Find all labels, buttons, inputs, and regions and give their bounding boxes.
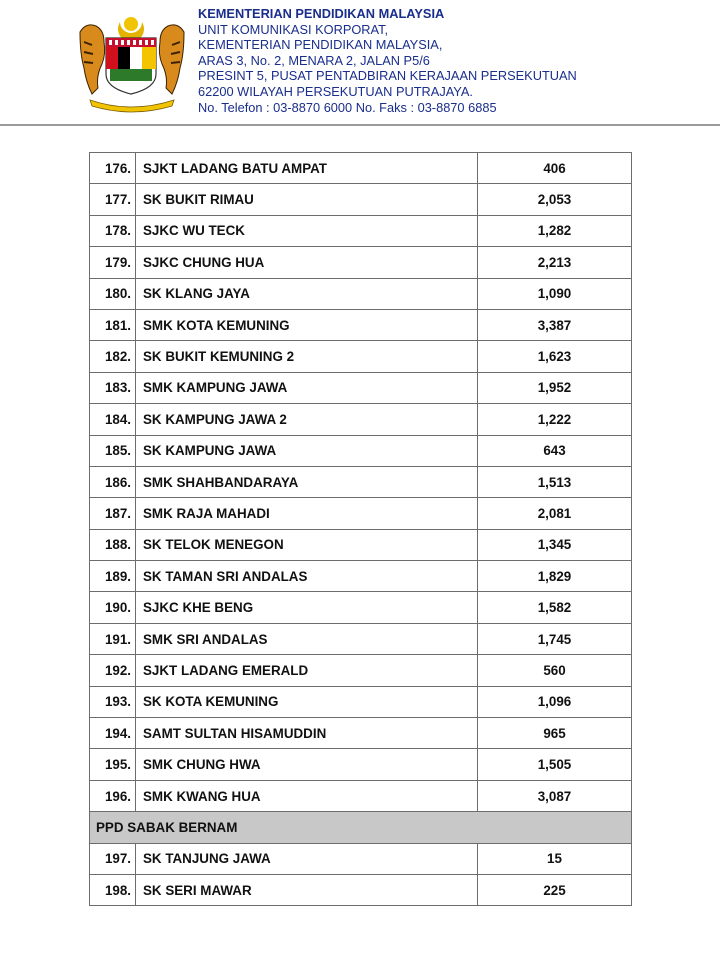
school-name: SK TANJUNG JAWA [136, 843, 478, 874]
row-number: 195. [90, 749, 136, 780]
district-group-row [90, 812, 632, 843]
row-number: 185. [90, 435, 136, 466]
header-divider [0, 124, 720, 126]
school-name: SK BUKIT KEMUNING 2 [136, 341, 478, 372]
school-name: SJKC KHE BENG [136, 592, 478, 623]
school-count: 225 [478, 874, 632, 905]
school-name: SMK RAJA MAHADI [136, 498, 478, 529]
table-row [90, 843, 632, 874]
table-row [90, 309, 632, 340]
table-row [90, 372, 632, 403]
address-line: 62200 WILAYAH PERSEKUTUAN PUTRAJAYA. [198, 83, 473, 99]
school-name: SK KAMPUNG JAWA [136, 435, 478, 466]
table-row [90, 435, 632, 466]
school-name: SJKT LADANG EMERALD [136, 655, 478, 686]
table-row [90, 278, 632, 309]
letterhead-address [198, 6, 577, 115]
row-number: 192. [90, 655, 136, 686]
school-name: SMK KWANG HUA [136, 780, 478, 811]
school-count: 1,829 [478, 561, 632, 592]
school-name: SAMT SULTAN HISAMUDDIN [136, 718, 478, 749]
row-number: 191. [90, 623, 136, 654]
school-count: 406 [478, 153, 632, 184]
address-line: PRESINT 5, PUSAT PENTADBIRAN KERAJAAN PERSEKUTUAN [198, 68, 577, 84]
school-table [89, 152, 632, 906]
school-name: SMK KAMPUNG JAWA [136, 372, 478, 403]
school-count: 1,345 [478, 529, 632, 560]
school-count: 1,623 [478, 341, 632, 372]
school-count: 1,952 [478, 372, 632, 403]
school-table-body [90, 153, 632, 906]
row-number: 176. [90, 153, 136, 184]
row-number: 178. [90, 215, 136, 246]
school-name: SK KAMPUNG JAWA 2 [136, 404, 478, 435]
school-name: SK SERI MAWAR [136, 874, 478, 905]
table-row [90, 561, 632, 592]
school-count: 1,090 [478, 278, 632, 309]
school-name: SJKT LADANG BATU AMPAT [136, 153, 478, 184]
table-row [90, 184, 632, 215]
school-name: SMK KOTA KEMUNING [136, 309, 478, 340]
school-count: 2,053 [478, 184, 632, 215]
school-name: SK KOTA KEMUNING [136, 686, 478, 717]
table-row [90, 529, 632, 560]
school-count: 643 [478, 435, 632, 466]
table-row [90, 780, 632, 811]
row-number: 189. [90, 561, 136, 592]
school-count: 1,745 [478, 623, 632, 654]
school-name: SK TELOK MENEGON [136, 529, 478, 560]
school-count: 1,282 [478, 215, 632, 246]
school-count: 1,582 [478, 592, 632, 623]
row-number: 196. [90, 780, 136, 811]
row-number: 181. [90, 309, 136, 340]
table-row [90, 623, 632, 654]
row-number: 197. [90, 843, 136, 874]
school-count: 1,513 [478, 466, 632, 497]
table-row [90, 874, 632, 905]
row-number: 193. [90, 686, 136, 717]
school-count: 2,213 [478, 247, 632, 278]
row-number: 186. [90, 466, 136, 497]
row-number: 183. [90, 372, 136, 403]
address-line: ARAS 3, No. 2, MENARA 2, JALAN P5/6 [198, 52, 430, 68]
school-name: SJKC CHUNG HUA [136, 247, 478, 278]
school-name: SJKC WU TECK [136, 215, 478, 246]
school-count: 560 [478, 655, 632, 686]
school-count: 965 [478, 718, 632, 749]
school-name: SMK SHAHBANDARAYA [136, 466, 478, 497]
row-number: 177. [90, 184, 136, 215]
address-line: UNIT KOMUNIKASI KORPORAT, [198, 21, 389, 37]
school-name: SK KLANG JAYA [136, 278, 478, 309]
school-count: 3,387 [478, 309, 632, 340]
row-number: 179. [90, 247, 136, 278]
malaysia-coat-of-arms-icon [70, 8, 194, 114]
row-number: 194. [90, 718, 136, 749]
table-row [90, 592, 632, 623]
school-name: SMK SRI ANDALAS [136, 623, 478, 654]
school-count: 1,505 [478, 749, 632, 780]
school-name: SK TAMAN SRI ANDALAS [136, 561, 478, 592]
school-name: SK BUKIT RIMAU [136, 184, 478, 215]
school-count: 1,096 [478, 686, 632, 717]
table-row [90, 655, 632, 686]
school-count: 3,087 [478, 780, 632, 811]
row-number: 184. [90, 404, 136, 435]
district-group-label: PPD SABAK BERNAM [90, 812, 632, 843]
row-number: 198. [90, 874, 136, 905]
row-number: 187. [90, 498, 136, 529]
school-count: 2,081 [478, 498, 632, 529]
address-line: KEMENTERIAN PENDIDIKAN MALAYSIA, [198, 37, 443, 53]
table-row [90, 498, 632, 529]
table-row [90, 247, 632, 278]
row-number: 182. [90, 341, 136, 372]
table-row [90, 466, 632, 497]
table-row [90, 341, 632, 372]
school-count: 15 [478, 843, 632, 874]
table-row [90, 749, 632, 780]
table-row [90, 718, 632, 749]
table-row [90, 686, 632, 717]
school-count: 1,222 [478, 404, 632, 435]
row-number: 188. [90, 529, 136, 560]
table-row [90, 153, 632, 184]
table-row [90, 215, 632, 246]
row-number: 190. [90, 592, 136, 623]
row-number: 180. [90, 278, 136, 309]
contact-line: No. Telefon : 03-8870 6000 No. Faks : 03-8870 6885 [198, 99, 497, 115]
school-name: SMK CHUNG HWA [136, 749, 478, 780]
table-row [90, 404, 632, 435]
ministry-name: KEMENTERIAN PENDIDIKAN MALAYSIA [198, 6, 445, 21]
letterhead [0, 0, 720, 126]
